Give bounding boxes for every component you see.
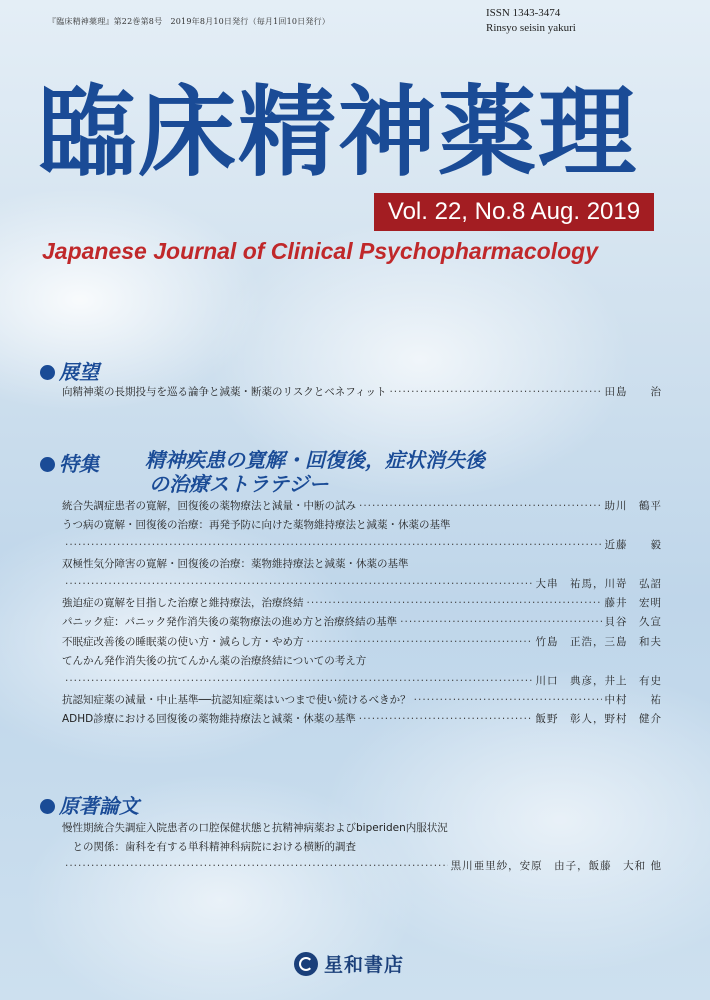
toc-entry-authors: 藤井 宏明 — [604, 597, 662, 609]
dot-leader — [451, 820, 659, 836]
section-heading-gencho — [40, 790, 139, 819]
toc-entry-authors: 助川 鶴平 — [604, 500, 662, 512]
issn: ISSN 1343-3474 — [486, 7, 561, 19]
toc-entry-authors: 中村 祐 — [604, 694, 662, 706]
toc-entry-authors: 川口 典彦，井上 有史 — [535, 674, 662, 687]
dot-leader — [307, 634, 533, 650]
publisher-name: 星和書店 — [324, 954, 405, 976]
issn-block — [486, 6, 576, 36]
feature-title-line1: 精神疾患の寛解・回復後，症状消失後 — [145, 448, 485, 472]
bullet-icon — [40, 457, 55, 472]
toc-entry — [62, 537, 662, 553]
toc-entry-authors: 田島 治 — [604, 386, 662, 398]
bullet-icon — [40, 799, 55, 814]
toc-entry-title: パニック症：パニック発作消失後の薬物療法の進め方と治療終結の基準 — [62, 616, 398, 629]
volume-badge: Vol. 22, No.8 Aug. 2019 — [374, 193, 654, 231]
toc-entry-title: 慢性期統合失調症入院患者の口腔保健状態と抗精神病薬およびbiperiden内服状況 — [62, 822, 448, 834]
toc-entry-title: 強迫症の寛解を目指した治療と維持療法，治療終結 — [62, 597, 304, 609]
dot-leader — [65, 858, 448, 874]
dot-leader — [400, 614, 601, 630]
section-heading-label: 展望 — [59, 360, 99, 384]
toc-entry-title: 双極性気分障害の寛解・回復後の治療：薬物維持療法と減薬・休薬の基準 — [62, 558, 409, 571]
dot-leader — [359, 498, 602, 514]
dot-leader — [454, 517, 660, 533]
toc-entry-authors: 大串 祐馬，川嵜 弘詔 — [535, 577, 662, 590]
toc-entry-authors: 黒川亜里紗，安原 由子，飯藤 大和 他 — [450, 860, 662, 872]
section-heading-label: 特集 — [59, 452, 99, 476]
publication-note: 『臨床精神薬理』第22巻第8号 2019年8月10日発行（毎月1回10日発行） — [48, 17, 330, 26]
toc-entry — [62, 692, 662, 708]
publisher-logo — [294, 950, 404, 977]
section-heading-label: 原著論文 — [59, 794, 139, 818]
toc-entry-authors: 竹島 正浩，三島 和夫 — [535, 635, 662, 648]
dot-leader — [369, 653, 659, 669]
dot-leader — [359, 839, 659, 855]
toc-entry — [62, 858, 662, 874]
dot-leader — [65, 673, 533, 689]
toc-entry-title: 不眠症改善後の睡眠薬の使い方・減らし方・やめ方 — [62, 635, 304, 648]
toc-entry — [62, 673, 662, 689]
romaji-title: Rinsyo seisin yakuri — [486, 22, 576, 34]
section-heading-tenbo — [40, 356, 99, 385]
toc-entry-title: 抗認知症薬の減量・中止基準──抗認知症薬はいつまで使い続けるべきか？ — [62, 694, 411, 706]
bullet-icon — [40, 365, 55, 380]
dot-leader — [307, 595, 602, 611]
toc-entry — [62, 614, 662, 630]
dot-leader — [412, 556, 660, 572]
journal-title: 臨床精神薬理 — [38, 76, 639, 190]
english-title: Japanese Journal of Clinical Psychopharmacology — [42, 238, 599, 264]
feature-title — [145, 448, 485, 496]
feature-title-line2: の治療ストラテジー — [149, 472, 329, 496]
toc-entry — [62, 820, 662, 836]
toc-entry-title: 統合失調症患者の寛解，回復後の薬物療法と減量・中断の試み — [62, 500, 356, 512]
dot-leader — [389, 384, 601, 400]
toc-entry — [62, 384, 662, 400]
dot-leader — [359, 711, 533, 727]
dot-leader — [65, 576, 533, 592]
toc-entry — [62, 498, 662, 514]
dot-leader — [414, 692, 602, 708]
publisher-logo-icon — [294, 952, 318, 976]
toc-entry — [62, 517, 662, 533]
toc-entry-title: との関係：歯科を有する単科精神科病院における横断的調査 — [62, 841, 356, 853]
toc-entry-title: 向精神薬の長期投与を巡る論争と減薬・断薬のリスクとベネフィット — [62, 386, 387, 398]
dot-leader — [65, 537, 602, 553]
toc-entry-authors: 近藤 毅 — [604, 538, 662, 551]
toc-entry — [62, 711, 662, 727]
toc-entry — [62, 556, 662, 572]
toc-entry — [62, 595, 662, 611]
toc-entry — [62, 839, 662, 855]
toc-entry — [62, 576, 662, 592]
toc-entry-title: うつ病の寛解・回復後の治療：再発予防に向けた薬物維持療法と減薬・休薬の基準 — [62, 519, 451, 532]
toc-entry-title: てんかん発作消失後の抗てんかん薬の治療終結についての考え方 — [62, 655, 367, 668]
toc-entry-authors: 貝谷 久宣 — [604, 616, 662, 629]
toc-entry-authors: 飯野 彰人，野村 健介 — [535, 713, 662, 726]
toc-entry — [62, 634, 662, 650]
section-heading-tokushu — [40, 448, 99, 477]
toc-entry — [62, 653, 662, 669]
toc-entry-title: ADHD診療における回復後の薬物維持療法と減薬・休薬の基準 — [62, 713, 356, 726]
